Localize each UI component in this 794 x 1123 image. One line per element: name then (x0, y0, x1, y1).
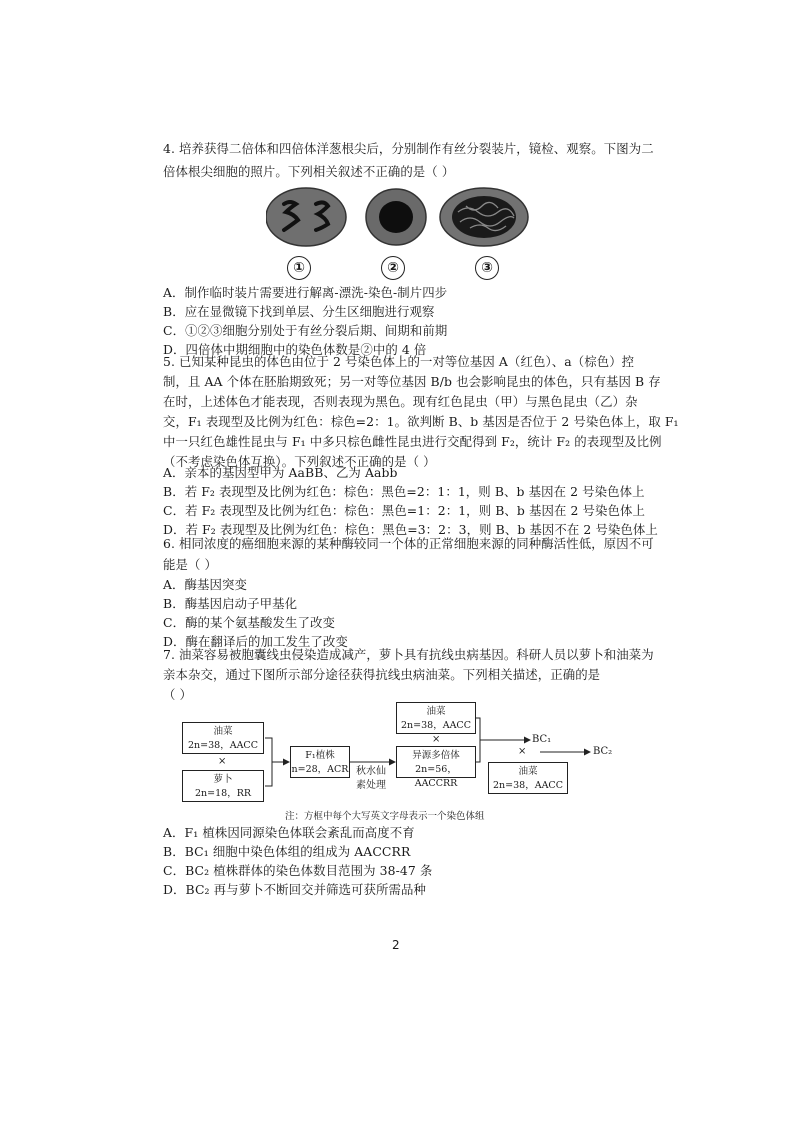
q4-line-1: 4. 培养获得二倍体和四倍体洋葱根尖后，分别制作有丝分裂装片，镜检、观察。下图为二 (163, 141, 654, 156)
box-oilseed-backcross-sub: 2n=38，AACC (401, 720, 471, 731)
q4-option-c: C．①②③细胞分别处于有丝分裂后期、间期和前期 (163, 323, 448, 338)
q7-option-d: D．BC₂ 再与萝卜不断回交并筛选可获所需品种 (163, 882, 426, 897)
box-oilseed-bc2-sub: 2n=38，AACC (493, 780, 563, 791)
q6-line-2: 能是（ ） (163, 557, 218, 572)
q7-option-b: B．BC₁ 细胞中染色体组的组成为 AACCRR (163, 844, 411, 859)
box-oilseed-parent-title: 油菜 (213, 726, 233, 737)
box-oilseed-parent (182, 722, 264, 754)
box-oilseed-bc2-title: 油菜 (518, 766, 538, 777)
q4-line-2: 倍体根尖细胞的照片。下列相关叙述不正确的是（ ） (163, 164, 455, 179)
q6-option-c: C．酶的某个氨基酸发生了改变 (163, 615, 335, 630)
cross-symbol-1: × (218, 756, 227, 767)
q4-option-a: A．制作临时装片需要进行解离-漂洗-染色-制片四步 (163, 285, 448, 300)
q5-line-4: 交，F₁ 表现型及比例为红色：棕色=2：1。欲判断 B、b 基因是否位于 2 号染色体上，取 F₁ (163, 414, 679, 429)
question-6 (163, 533, 654, 575)
q7-line-2: 亲本杂交，通过下图所示部分途径获得抗线虫病油菜。下列相关描述，正确的是 (163, 667, 601, 682)
page-number: 2 (392, 938, 400, 952)
cross-symbol-2: × (432, 734, 441, 745)
colchicine-label-1: 秋水仙 (356, 766, 386, 777)
question-5 (163, 352, 679, 472)
q4-option-d: D．四倍体中期细胞中的染色体数是②中的 4 倍 (163, 342, 427, 357)
cell-label-2: ② (381, 256, 405, 280)
q5-line-1: 5. 已知某种昆虫的体色由位于 2 号染色体上的一对等位基因 A（红色）、a（棕色）控 (163, 354, 635, 369)
q7-option-c: C．BC₂ 植株群体的染色体数目范围为 38-47 条 (163, 863, 433, 878)
box-allopolyploid-title: 异源多倍体 (412, 750, 460, 761)
box-oilseed-bc2 (488, 762, 568, 794)
cells-photo (266, 186, 536, 248)
question-7 (163, 645, 654, 705)
q6-options (163, 575, 643, 651)
q6-option-b: B．酶基因启动子甲基化 (163, 596, 298, 611)
box-radish-parent-title: 萝卜 (213, 774, 233, 785)
box-radish-parent-sub: 2n=18，RR (194, 788, 252, 799)
box-f1-plant-sub: n=28，ACR (291, 764, 349, 775)
q6-line-1: 6. 相同浓度的癌细胞来源的某种酶较同一个体的正常细胞来源的同种酶活性低，原因不可 (163, 536, 654, 551)
q5-line-5: 中一只红色雄性昆虫与 F₁ 中多只棕色雌性昆虫进行交配得到 F₂，统计 F₂ 的表现型及比例 (163, 434, 662, 449)
q7-line-1: 7. 油菜容易被胞囊线虫侵染造成减产，萝卜具有抗线虫病基因。科研人员以萝卜和油菜为 (163, 647, 654, 662)
q6-option-d: D．酶在翻译后的加工发生了改变 (163, 634, 348, 649)
box-oilseed-backcross-title: 油菜 (426, 706, 446, 717)
q5-line-6: （不考虑染色体互换）。下列叙述不正确的是（ ） (163, 454, 436, 469)
q5-line-3: 在时，上述体色才能表现，否则表现为黑色。现有红色昆虫（甲）与黑色昆虫（乙）杂 (163, 394, 638, 409)
q7-options (163, 823, 643, 899)
q4-option-b: B．应在显微镜下找到单层、分生区细胞进行观察 (163, 304, 435, 319)
cell-label-3: ③ (475, 256, 499, 280)
q5-option-c: C．若 F₂ 表现型及比例为红色：棕色：黑色=1：2：1，则 B、b 基因在 2 号染色体上 (163, 503, 645, 518)
question-4 (163, 137, 654, 183)
q5-option-b: B．若 F₂ 表现型及比例为红色：棕色：黑色=2：1：1，则 B、b 基因在 2 号染色体上 (163, 484, 645, 499)
diagram-note: 注：方框中每个大写英文字母表示一个染色体组 (285, 811, 485, 822)
cross-symbol-3: × (518, 746, 527, 757)
box-f1-plant (290, 746, 350, 778)
box-f1-plant-title: F₁植株 (305, 750, 335, 761)
box-radish-parent (182, 770, 264, 802)
box-allopolyploid (396, 746, 476, 789)
box-oilseed-backcross (396, 702, 476, 734)
q5-options (163, 463, 658, 539)
q5-option-d: D．若 F₂ 表现型及比例为红色：棕色：黑色=3：2：3，则 B、b 基因不在 2 号染色体上 (163, 522, 658, 537)
q7-line-3: （ ） (163, 687, 193, 702)
root-tip-cells-figure (266, 186, 536, 248)
bc1-label: BC₁ (532, 734, 552, 745)
box-allopolyploid-sub: 2n=56，AACCRR (414, 764, 458, 789)
q7-option-a: A．F₁ 植株因同源染色体联会紊乱而高度不育 (163, 825, 415, 840)
q5-line-2: 制，且 AA 个体在胚胎期致死；另一对等位基因 B/b 也会影响昆虫的体色，只有基因 B 存 (163, 374, 661, 389)
q5-option-a: A．亲本的基因型甲为 AaBB、乙为 Aabb (163, 465, 398, 480)
bc2-label: BC₂ (593, 746, 613, 757)
q4-options (163, 283, 643, 359)
q6-option-a: A．酶基因突变 (163, 577, 247, 592)
colchicine-label-2: 素处理 (356, 780, 386, 791)
cell-label-1: ① (287, 256, 311, 280)
box-oilseed-parent-sub: 2n=38，AACC (188, 740, 258, 751)
